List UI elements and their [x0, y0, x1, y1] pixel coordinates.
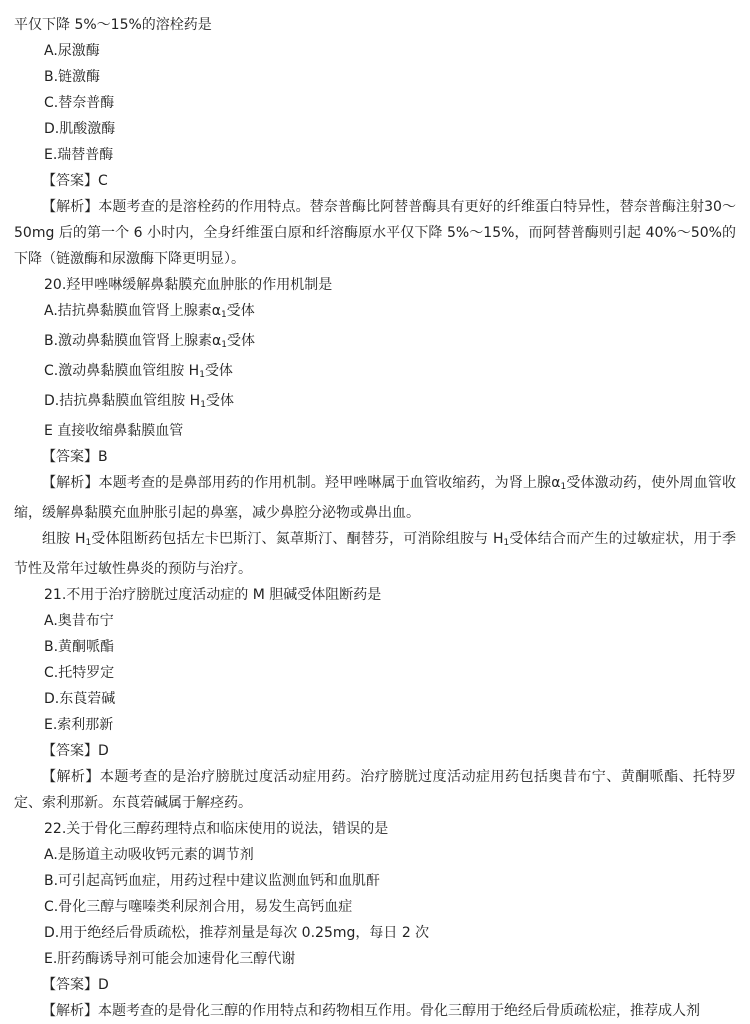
option-c: C.替奈普酶 — [44, 95, 115, 111]
q22-answer: 【答案】D — [42, 977, 109, 993]
q20-analysis-extra: 组胺 $H_1$受体阻断药包括左卡巴斯汀、氮䓬斯汀、酮替芬，可消除组胺与 $H_1$受体结合而产生的过敏症状，用于季节性及常年过敏性鼻炎的预防与治疗。 — [14, 531, 736, 577]
q22-option-c: C.骨化三醇与噻嗪类利尿剂合用，易发生高钙血症 — [44, 899, 353, 915]
q21-option-d: D.东莨菪碱 — [44, 691, 116, 707]
question-21-stem: 21.不用于治疗膀胱过度活动症的 M 胆碱受体阻断药是 — [44, 587, 382, 603]
q21-option-e: E.索利那新 — [44, 717, 114, 733]
question-stem-tail: 平仅下降 5%～15%的溶栓药是 — [14, 17, 212, 33]
q20-option-a: A.拮抗鼻黏膜血管肾上腺素$\alpha_1$受体 — [44, 303, 255, 320]
q22-analysis: 【解析】本题考查的是骨化三醇的作用特点和药物相互作用。骨化三醇用于绝经后骨质疏松症，推荐成人剂 — [42, 1003, 700, 1019]
q22-option-b: B.可引起高钙血症，用药过程中建议监测血钙和血肌酐 — [44, 873, 381, 889]
q20-option-b: B.激动鼻黏膜血管肾上腺素$\alpha_1$受体 — [44, 333, 256, 350]
q22-option-d: D.用于绝经后骨质疏松，推荐剂量是每次 0.25mg，每日 2 次 — [44, 925, 430, 941]
option-e: E.瑞替普酶 — [44, 147, 114, 163]
q20-option-d: D.拮抗鼻黏膜血管组胺 $H_1$受体 — [44, 393, 234, 410]
option-b: B.链激酶 — [44, 69, 101, 85]
analysis: 【解析】本题考查的是溶栓药的作用特点。替奈普酶比阿替普酶具有更好的纤维蛋白特异性，替奈普酶注射30～50mg 后的第一个 6 小时内，全身纤维蛋白原和纤溶酶原水平仅下降 5%～15%，而阿替普酶则引起 40%～50%的下降（链激酶和尿激酶下降更明显）。 — [14, 199, 736, 267]
option-a: A.尿激酶 — [44, 43, 100, 59]
q21-analysis: 【解析】本题考查的是治疗膀胱过度活动症用药。治疗膀胱过度活动症用药包括奥昔布宁、黄酮哌酯、托特罗定、索利那新。东莨菪碱属于解痉药。 — [14, 769, 736, 811]
q20-option-e: E 直接收缩鼻黏膜血管 — [44, 423, 184, 439]
q20-option-c: C.激动鼻黏膜血管组胺 $H_1$受体 — [44, 363, 233, 380]
q22-option-a: A.是肠道主动吸收钙元素的调节剂 — [44, 847, 254, 863]
q21-answer: 【答案】D — [42, 743, 109, 759]
q20-analysis: 【解析】本题考查的是鼻部用药的作用机制。羟甲唑啉属于血管收缩药，为肾上腺$\alpha_1$受体激动药，使外周血管收缩，缓解鼻黏膜充血肿胀引起的鼻塞，减少鼻腔分泌物或鼻出血。 — [14, 475, 736, 521]
question-22-stem: 22.关于骨化三醇药理特点和临床使用的说法，错误的是 — [44, 821, 389, 837]
q21-option-c: C.托特罗定 — [44, 665, 115, 681]
question-20-stem: 20.羟甲唑啉缓解鼻黏膜充血肿胀的作用机制是 — [44, 277, 333, 293]
answer: 【答案】C — [42, 173, 108, 189]
q21-option-a: A.奥昔布宁 — [44, 613, 114, 629]
q22-option-e: E.肝药酶诱导剂可能会加速骨化三醇代谢 — [44, 951, 296, 967]
q21-option-b: B.黄酮哌酯 — [44, 639, 115, 655]
option-d: D.肌酸激酶 — [44, 121, 116, 137]
q20-answer: 【答案】B — [42, 449, 108, 465]
